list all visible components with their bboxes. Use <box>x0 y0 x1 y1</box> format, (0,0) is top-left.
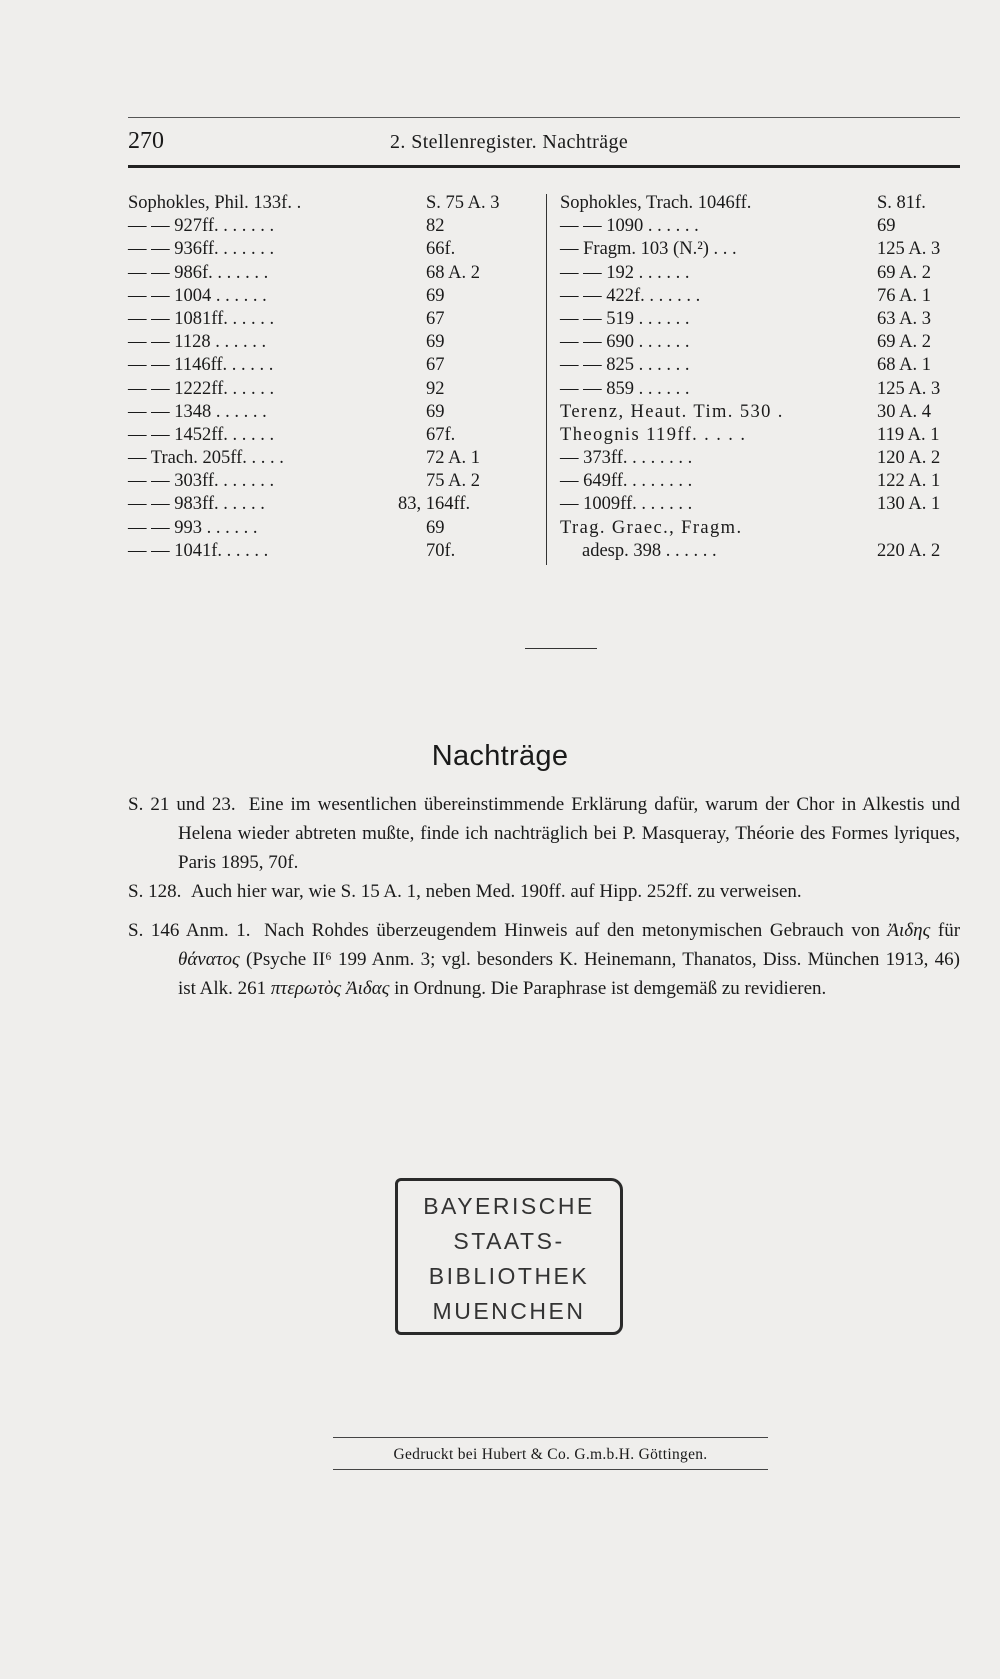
index-entry <box>128 517 538 540</box>
index-reference: S. 75 A. 3 <box>426 193 500 213</box>
index-reference: 67 <box>426 308 445 329</box>
index-entry <box>128 470 538 493</box>
index-reference: 70f. <box>426 540 456 561</box>
index-entry <box>560 331 970 354</box>
stamp-line: MUENCHEN <box>432 1298 586 1324</box>
index-location: — — 1041f. . . . . . <box>128 540 269 561</box>
header-rule-thick <box>128 165 960 168</box>
index-reference: 75 A. 2 <box>426 471 480 492</box>
index-entry <box>128 262 538 285</box>
index-reference: 69 A. 2 <box>877 332 931 353</box>
index-reference: 67 <box>426 355 445 376</box>
index-location: — — 519 . . . . . . <box>560 308 690 329</box>
header-rule-thin <box>128 117 960 118</box>
note-text: Eine im wesentlichen übereinstimmende Erklärung dafür, warum der Chor in Alkestis und Helena wieder abtreten mußte, finde ich nachträglich bei P. Masqueray, Théorie des Formes lyriques, Paris 1895, 70f. <box>178 794 960 873</box>
index-location: Trag. Graec., Fragm. <box>560 517 743 538</box>
index-reference: 82 <box>426 216 445 237</box>
running-head: 2. Stellenregister. Nachträge <box>390 131 629 153</box>
index-entry <box>128 424 538 447</box>
index-location: — — 192 . . . . . . <box>560 262 690 283</box>
note-text: Nach Rohdes überzeugendem Hinweis auf den metonymischen Gebrauch von <box>264 920 880 941</box>
index-reference: 30 A. 4 <box>877 401 931 422</box>
section-divider <box>525 648 597 649</box>
index-location: — — 936ff. . . . . . . <box>128 239 275 260</box>
index-entry <box>560 401 970 424</box>
index-reference: 69 <box>426 401 445 422</box>
index-reference: 69 <box>426 332 445 353</box>
greek-word: θάνατος <box>178 949 240 970</box>
index-location: — — 927ff. . . . . . . <box>128 216 275 237</box>
index-entry <box>560 517 970 540</box>
index-location: — — 690 . . . . . . <box>560 332 690 353</box>
page-header <box>128 128 960 162</box>
index-reference: 68 A. 2 <box>426 262 480 283</box>
index-location: — Fragm. 103 (N.²) . . . <box>560 239 737 260</box>
index-location: — — 1146ff. . . . . . <box>128 355 274 376</box>
imprint-rule-top <box>333 1437 768 1438</box>
printer-imprint: Gedruckt bei Hubert & Co. G.m.b.H. Göttingen. <box>393 1446 708 1463</box>
index-location: Sophokles, Trach. 1046ff. <box>560 193 752 213</box>
index-entry <box>560 308 970 331</box>
index-location: — — 1128 . . . . . . <box>128 332 267 353</box>
index-reference: 125 A. 3 <box>877 239 941 260</box>
index-reference: S. 81f. <box>877 193 926 213</box>
index-reference: 83, 164ff. <box>398 494 471 515</box>
note-reference: S. 128. <box>128 881 182 902</box>
note-text: für <box>937 920 961 941</box>
index-entry <box>560 470 970 493</box>
index-location: Theognis 119ff. . . . . <box>560 424 747 445</box>
index-location: — — 993 . . . . . . <box>128 517 258 538</box>
index-entry <box>560 285 970 308</box>
index-entry <box>560 540 970 563</box>
index-location: — — 1081ff. . . . . . <box>128 308 275 329</box>
index-location: — — 1090 . . . . . . <box>560 216 699 237</box>
index-reference: 220 A. 2 <box>877 540 941 561</box>
index-location: — 649ff. . . . . . . . <box>560 471 693 492</box>
index-entry <box>128 331 538 354</box>
index-entry <box>128 238 538 261</box>
index-reference: 125 A. 3 <box>877 378 941 399</box>
index-location: — Trach. 205ff. . . . . <box>128 448 284 469</box>
stamp-line: STAATS- <box>453 1228 565 1254</box>
index-location: adesp. 398 . . . . . . <box>582 540 717 561</box>
imprint-rule-bottom <box>333 1469 768 1470</box>
greek-word: πτερωτὸς Ἀιδας <box>270 978 390 999</box>
index-reference: 69 <box>426 517 445 538</box>
index-location: — — 422f. . . . . . . <box>560 285 701 306</box>
column-divider <box>546 194 547 565</box>
library-stamp <box>395 1178 623 1335</box>
index-entry <box>128 192 538 215</box>
index-reference: 130 A. 1 <box>877 494 941 515</box>
index-entry <box>560 447 970 470</box>
index-entry <box>560 424 970 447</box>
index-reference: 76 A. 1 <box>877 285 931 306</box>
index-entry <box>560 192 970 215</box>
index-reference: 67f. <box>426 424 456 445</box>
index-location: — 1009ff. . . . . . . <box>560 494 693 515</box>
index-reference: 69 A. 2 <box>877 262 931 283</box>
index-entry <box>128 493 538 516</box>
index-reference: 72 A. 1 <box>426 448 480 469</box>
index-reference: 122 A. 1 <box>877 471 941 492</box>
index-entry <box>560 262 970 285</box>
index-location: — — 1004 . . . . . . <box>128 285 267 306</box>
index-entry <box>560 215 970 238</box>
addendum-note <box>128 916 960 1003</box>
index-reference: 69 <box>877 216 896 237</box>
index-reference: 63 A. 3 <box>877 308 931 329</box>
index-location: — — 825 . . . . . . <box>560 355 690 376</box>
index-column-right <box>560 192 970 563</box>
note-reference: S. 21 und 23. <box>128 794 236 815</box>
index-entry <box>128 540 538 563</box>
index-entry <box>128 354 538 377</box>
index-entry <box>128 401 538 424</box>
stamp-line: BIBLIOTHEK <box>428 1263 590 1289</box>
index-location: — — 983ff. . . . . . <box>128 494 265 515</box>
index-entry <box>128 215 538 238</box>
note-text: (Psyche II⁶ 199 Anm. 3; vgl. besonders K. Heinemann, Thanatos, Diss. München 1913, 46) ist Alk. 261 <box>178 949 961 999</box>
index-entry <box>128 378 538 401</box>
addenda-notes <box>128 790 960 1003</box>
note-reference: S. 146 Anm. 1. <box>128 920 251 941</box>
index-entry <box>560 354 970 377</box>
index-location: — — 859 . . . . . . <box>560 378 690 399</box>
index-entry <box>128 285 538 308</box>
section-title: Nachträge <box>431 740 569 772</box>
index-entry <box>560 378 970 401</box>
index-reference: 119 A. 1 <box>877 424 940 445</box>
index-reference: 66f. <box>426 239 456 260</box>
index-entry <box>560 238 970 261</box>
index-entry <box>128 447 538 470</box>
addendum-note <box>128 877 960 906</box>
stamp-line: BAYERISCHE <box>423 1193 595 1219</box>
index-location: — 373ff. . . . . . . . <box>560 448 693 469</box>
note-text: Auch hier war, wie S. 15 A. 1, neben Med. 190ff. auf Hipp. 252ff. zu verweisen. <box>191 881 802 902</box>
index-reference: 92 <box>426 378 445 399</box>
index-location: — — 986f. . . . . . . <box>128 262 269 283</box>
index-reference: 68 A. 1 <box>877 355 931 376</box>
note-text: in Ordnung. Die Paraphrase ist demgemäß zu revidieren. <box>394 978 827 999</box>
page-number: 270 <box>128 128 164 154</box>
index-entry <box>128 308 538 331</box>
index-location: — — 1222ff. . . . . . <box>128 378 275 399</box>
greek-word: Ἀιδης <box>887 920 931 941</box>
index-entry <box>560 493 970 516</box>
index-location: — — 1452ff. . . . . . <box>128 424 275 445</box>
index-location: — — 303ff. . . . . . . <box>128 471 275 492</box>
index-column-left <box>128 192 538 563</box>
index-reference: 120 A. 2 <box>877 448 941 469</box>
index-location: Terenz, Heaut. Tim. 530 . <box>560 401 784 422</box>
index-location: — — 1348 . . . . . . <box>128 401 267 422</box>
index-reference: 69 <box>426 285 445 306</box>
addendum-note <box>128 790 960 877</box>
index-location: Sophokles, Phil. 133f. . <box>128 193 302 213</box>
